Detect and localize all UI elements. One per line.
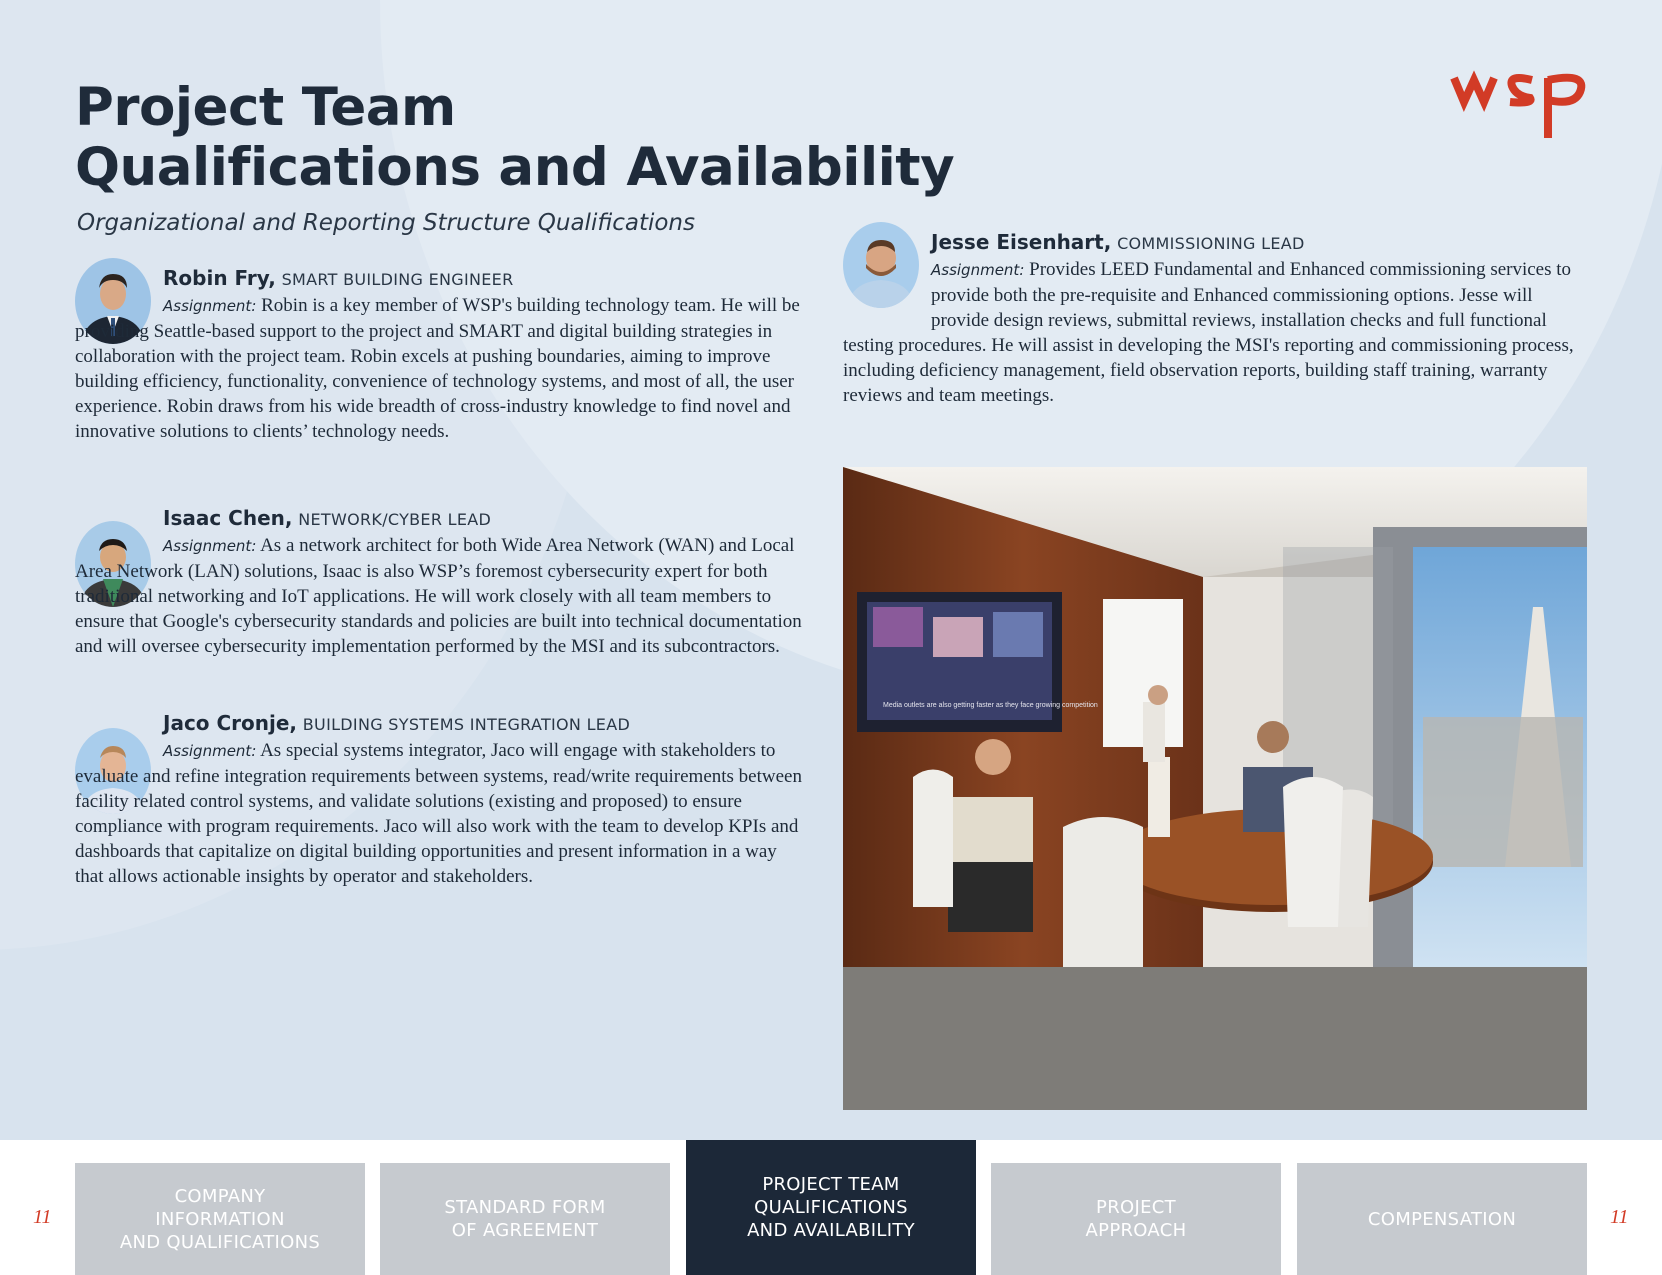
member-heading: [75, 265, 805, 293]
team-member-jaco-cronje: [75, 710, 805, 889]
member-name: Isaac Chen,: [163, 506, 293, 530]
wsp-logo: [1450, 70, 1590, 140]
assignment-label: Assignment:: [163, 537, 257, 555]
member-role: SMART BUILDING ENGINEER: [281, 270, 514, 289]
team-member-jesse-eisenhart: [843, 229, 1583, 408]
team-member-robin-fry: [75, 265, 805, 444]
assignment-label: Assignment:: [163, 297, 257, 315]
tab-company-information[interactable]: COMPANY INFORMATION AND QUALIFICATIONS: [75, 1163, 365, 1275]
bio-text: Robin is a key member of WSP's building technology team. He will be providing Seattle-based support to the project and SMART and digital building strategies in collaboration with the project team. Robin excels at pushing boundaries, aiming to improve building efficiency, functionality, convenience of technology systems, and most of all, the user experience. Robin draws from his wide breadth of cross-industry knowledge to find novel and innovative solutions to clients’ technology needs.: [75, 295, 800, 442]
bio-text: As a network architect for both Wide Area Network (WAN) and Local Area Network (LAN) solutions, Isaac is also WSP’s foremost cybersecurity expert for both traditional networking and IoT applications. He will work closely with all team members to ensure that Google's cybersecurity standards and policies are built into technical documentation and will oversee cybersecurity implementation performed by the MSI and its subcontractors.: [75, 535, 802, 657]
tab-project-team-qualifications[interactable]: PROJECT TEAM QUALIFICATIONS AND AVAILABILITY: [686, 1140, 976, 1275]
bio-text: As special systems integrator, Jaco will engage with stakeholders to evaluate and refine integration requirements between systems, read/write requirements between facility related control systems, and validate solutions (existing and proposed) to ensure compliance with program requirements. Jaco will also work with the team to develop KPIs and dashboards that capitalize on digital building opportunities and present information in a way that allows actionable insights by operator and stakeholders.: [75, 740, 802, 887]
member-name: Jaco Cronje,: [163, 711, 298, 735]
member-bio: [75, 738, 805, 889]
tab-project-approach[interactable]: PROJECT APPROACH: [991, 1163, 1281, 1275]
member-role: COMMISSIONING LEAD: [1117, 234, 1305, 253]
conference-room-photo: [843, 467, 1587, 1110]
member-bio: [75, 293, 805, 444]
title-line-2: Qualifications and Availability: [75, 137, 955, 198]
member-heading: [75, 710, 805, 738]
member-role: BUILDING SYSTEMS INTEGRATION LEAD: [302, 715, 631, 734]
screen-caption: Media outlets are also getting faster as they face growing competition: [883, 702, 1098, 709]
tab-compensation[interactable]: COMPENSATION: [1297, 1163, 1587, 1275]
assignment-label: Assignment:: [931, 261, 1025, 279]
title-line-1: Project Team: [75, 77, 456, 138]
bio-text: Provides LEED Fundamental and Enhanced commissioning services to provide both the pre-requisite and Enhanced commissioning options. Jesse will provide design reviews, submittal reviews, installation checks and full functional testing procedures. He will assist in developing the MSI's reporting and commissioning process, including deficiency management, field observation reports, building staff training, warranty reviews and team meetings.: [843, 259, 1574, 406]
assignment-label: Assignment:: [163, 742, 257, 760]
tab-standard-form-of-agreement[interactable]: STANDARD FORM OF AGREEMENT: [380, 1163, 670, 1275]
page-title: [75, 78, 954, 198]
page-subtitle: Organizational and Reporting Structure Qualifications: [77, 210, 695, 236]
member-heading: [843, 229, 1583, 257]
member-role: NETWORK/CYBER LEAD: [298, 510, 492, 529]
page-number-right: 11: [1610, 1206, 1629, 1228]
member-name: Jesse Eisenhart,: [931, 230, 1112, 254]
member-heading: [75, 505, 805, 533]
member-bio: [843, 257, 1583, 408]
member-bio: [75, 533, 805, 659]
member-name: Robin Fry,: [163, 266, 276, 290]
team-member-isaac-chen: [75, 505, 805, 659]
page-number-left: 11: [33, 1206, 52, 1228]
